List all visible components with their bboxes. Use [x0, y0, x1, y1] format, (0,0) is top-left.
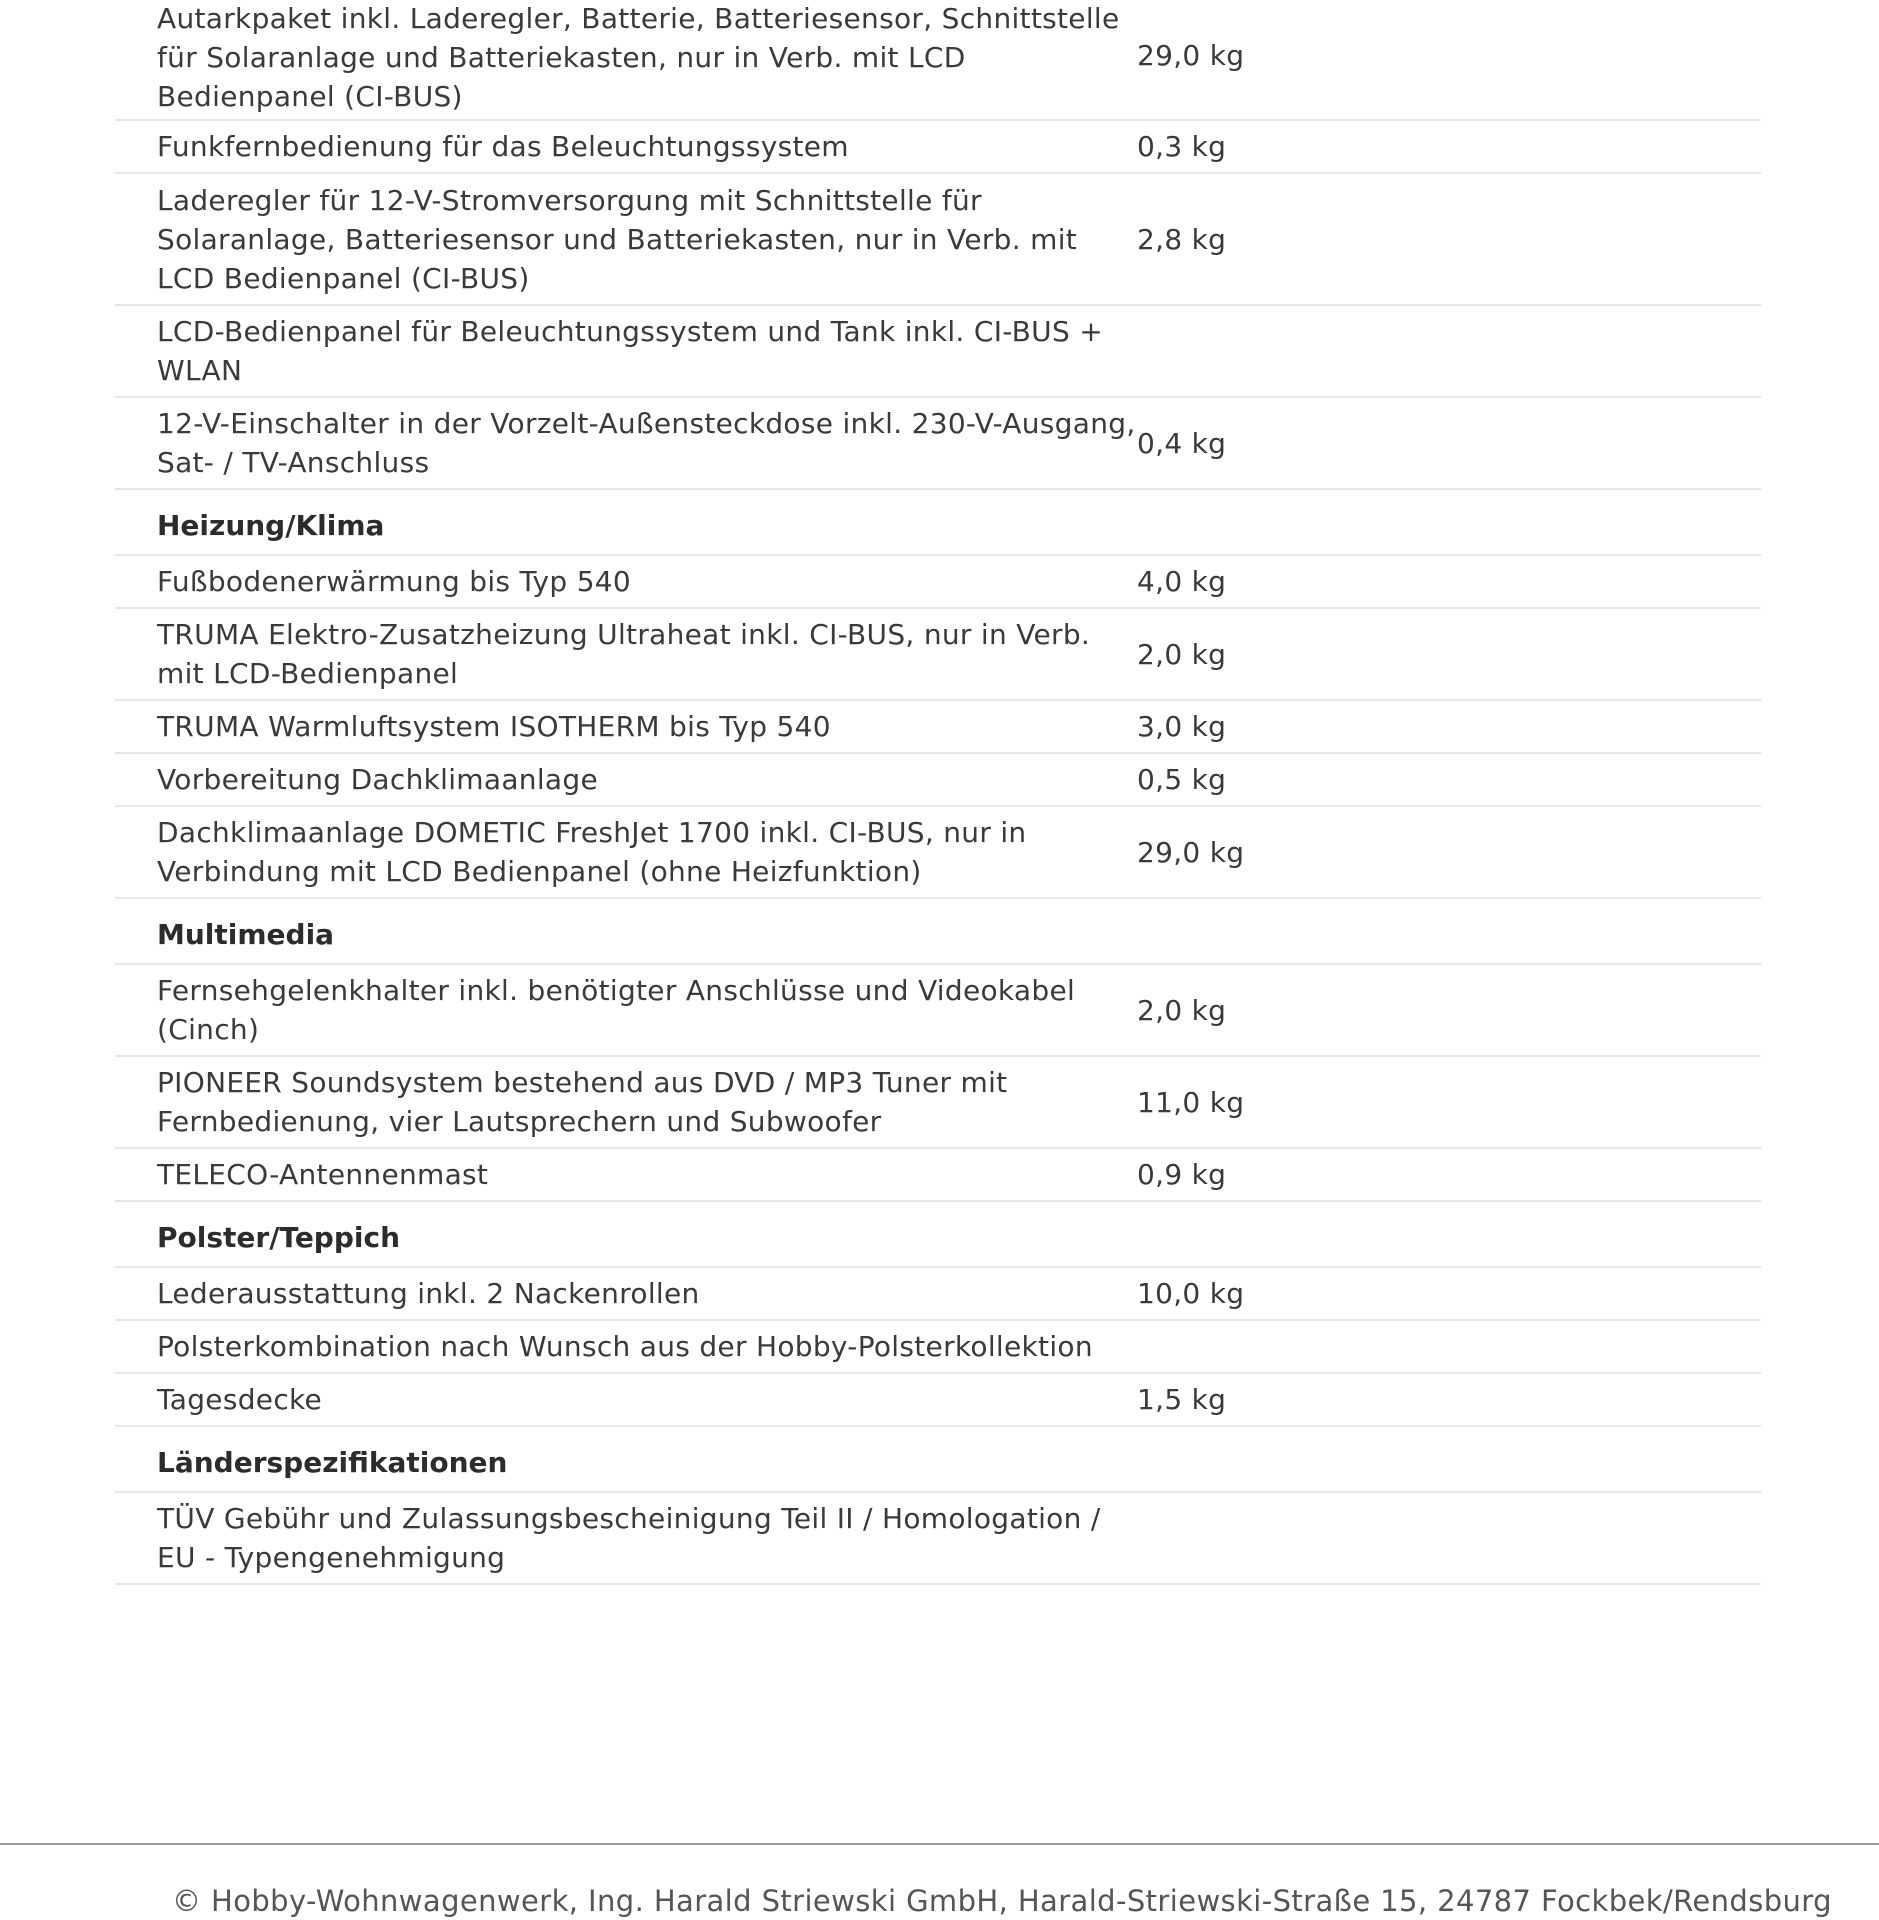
item-weight: 2,8 kg	[1137, 222, 1227, 256]
section-header	[115, 899, 1761, 965]
table-row	[115, 1493, 1761, 1585]
item-description: Vorbereitung Dachklimaanlage	[157, 763, 598, 796]
item-description: TRUMA Warmluftsystem ISOTHERM bis Typ 540	[157, 710, 831, 743]
item-description: PIONEER Soundsystem bestehend aus DVD / MP3 Tuner mit Fernbedienung, vier Lautsprechern und Subwoofer	[157, 1066, 1008, 1138]
table-row	[115, 0, 1761, 121]
item-weight: 1,5 kg	[1137, 1383, 1227, 1416]
item-description: Funkfernbedienung für das Beleuchtungssystem	[157, 130, 849, 163]
footer-copyright: © Hobby-Wohnwagenwerk, Ing. Harald Striewski GmbH, Harald-Striewski-Straße 15, 24787 Fockbek/Rendsburg	[172, 1884, 1832, 1918]
item-weight: 0,3 kg	[1137, 130, 1227, 163]
item-description: Autarkpaket inkl. Laderegler, Batterie, Batteriesensor, Schnittstelle für Solaranlage und Batteriekasten, nur in Verb. mit LCD Bedienpanel (CI-BUS)	[157, 2, 1120, 113]
item-description: Polsterkombination nach Wunsch aus der Hobby-Polsterkollektion	[157, 1330, 1093, 1363]
table-row	[115, 701, 1761, 754]
item-description: TRUMA Elektro-Zusatzheizung Ultraheat inkl. CI-BUS, nur in Verb. mit LCD-Bedienpanel	[157, 618, 1091, 690]
item-description: Fußbodenerwärmung bis Typ 540	[157, 565, 632, 598]
table-row	[115, 965, 1761, 1057]
section-header	[115, 1427, 1761, 1493]
table-row	[115, 754, 1761, 807]
item-weight: 11,0 kg	[1137, 1085, 1245, 1119]
table-row	[115, 1374, 1761, 1427]
options-table	[115, 0, 1761, 1585]
item-description: Fernsehgelenkhalter inkl. benötigter Anschlüsse und Videokabel (Cinch)	[157, 974, 1076, 1046]
item-weight: 0,5 kg	[1137, 763, 1227, 796]
section-title: Multimedia	[157, 917, 335, 951]
table-row	[115, 306, 1761, 398]
table-row	[115, 556, 1761, 609]
item-description: Tagesdecke	[157, 1383, 323, 1416]
table-row	[115, 609, 1761, 701]
table-row	[115, 121, 1761, 174]
table-row	[115, 807, 1761, 899]
section-header	[115, 1202, 1761, 1268]
item-description: TÜV Gebühr und Zulassungsbescheinigung Teil II / Homologation / EU - Typengenehmigung	[157, 1502, 1101, 1574]
item-description: Lederausstattung inkl. 2 Nackenrollen	[157, 1277, 700, 1310]
item-weight: 2,0 kg	[1137, 993, 1227, 1027]
section-header	[115, 490, 1761, 556]
item-weight: 2,0 kg	[1137, 637, 1227, 671]
section-title: Heizung/Klima	[157, 508, 385, 542]
item-description: Dachklimaanlage DOMETIC FreshJet 1700 inkl. CI-BUS, nur in Verbindung mit LCD Bedienpanel (ohne Heizfunktion)	[157, 816, 1027, 888]
item-weight: 10,0 kg	[1137, 1277, 1245, 1310]
section-title: Länderspezifikationen	[157, 1445, 508, 1479]
table-row	[115, 174, 1761, 306]
item-weight: 29,0 kg	[1137, 835, 1245, 869]
item-description: Laderegler für 12-V-Stromversorgung mit Schnittstelle für Solaranlage, Batteriesensor und Batteriekasten, nur in Verb. mit LCD Bedienpanel (CI-BUS)	[157, 183, 1078, 295]
table-row	[115, 398, 1761, 490]
item-weight: 0,9 kg	[1137, 1158, 1227, 1191]
item-weight: 29,0 kg	[1137, 39, 1245, 72]
item-description: LCD-Bedienpanel für Beleuchtungssystem und Tank inkl. CI-BUS + WLAN	[157, 315, 1103, 387]
item-description: TELECO-Antennenmast	[157, 1158, 489, 1191]
section-title: Polster/Teppich	[157, 1220, 401, 1254]
footer-divider	[0, 1843, 1879, 1845]
item-description: 12-V-Einschalter in der Vorzelt-Außensteckdose inkl. 230-V-Ausgang, Sat- / TV-Anschluss	[157, 407, 1136, 479]
item-weight: 3,0 kg	[1137, 710, 1227, 743]
table-row	[115, 1268, 1761, 1321]
table-row	[115, 1057, 1761, 1149]
table-row	[115, 1149, 1761, 1202]
table-row	[115, 1321, 1761, 1374]
item-weight: 0,4 kg	[1137, 426, 1227, 460]
item-weight: 4,0 kg	[1137, 565, 1227, 598]
